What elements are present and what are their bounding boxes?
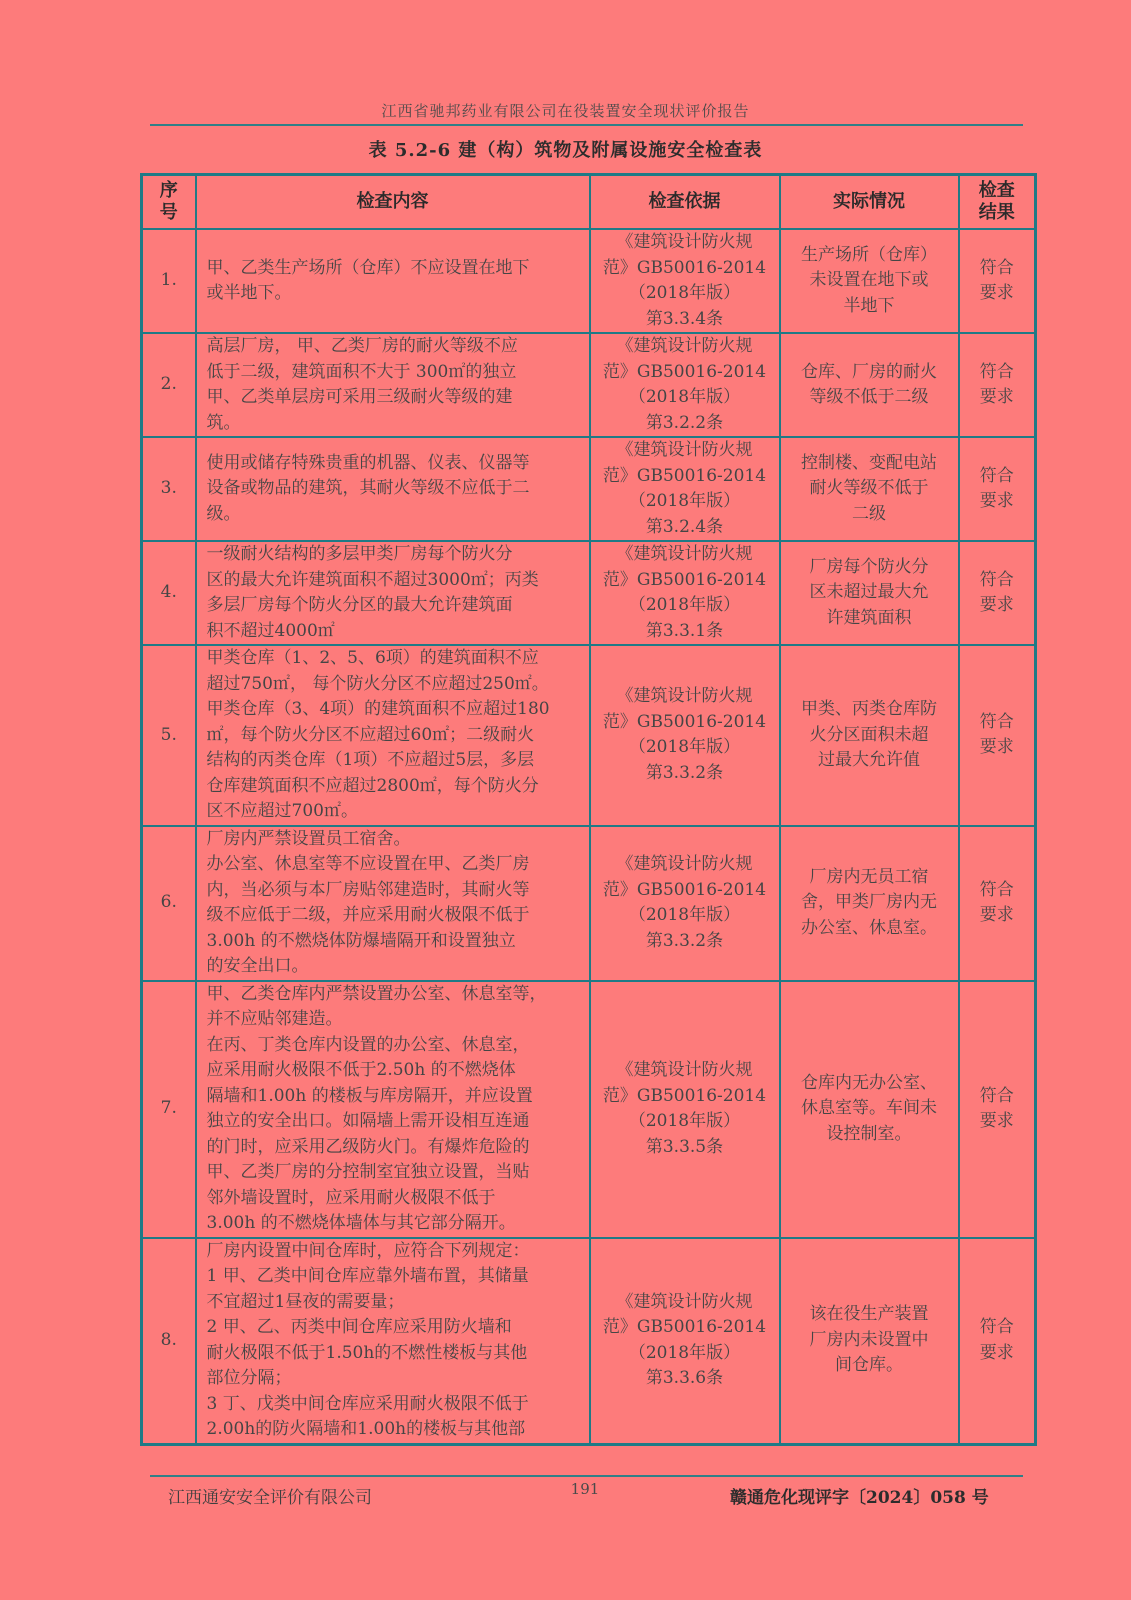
- table-row: [142, 826, 1036, 981]
- column-header-result: 检查 结果: [959, 175, 1036, 230]
- row-basis: 《建筑设计防火规 范》GB50016-2014 （2018年版） 第3.2.2条: [590, 333, 780, 437]
- table-row: [142, 333, 1036, 437]
- row-actual: 该在役生产装置 厂房内未设置中 间仓库。: [780, 1238, 959, 1445]
- row-content: 使用或储存特殊贵重的机器、仪表、仪器等 设备或物品的建筑，其耐火等级不应低于二 级。: [196, 437, 590, 541]
- row-content: 高层厂房， 甲、乙类厂房的耐火等级不应 低于二级，建筑面积不大于 300㎡的独立 甲、乙类单层房可采用三级耐火等级的建 筑。: [196, 333, 590, 437]
- footer-rule: [150, 1475, 1023, 1477]
- document-number: 赣通危化现评字〔2024〕058 号: [730, 1488, 989, 1508]
- row-basis: 《建筑设计防火规 范》GB50016-2014 （2018年版） 第3.3.2条: [590, 826, 780, 981]
- row-content: 甲类仓库（1、2、5、6项）的建筑面积不应 超过750㎡， 每个防火分区不应超过250㎡。 甲类仓库（3、4项）的建筑面积不应超过180 ㎡，每个防火分区不应超过60㎡；二级耐火 结构的丙类仓库（1项）不应超过5层，多层 仓库建筑面积不应超过2800㎡，每个防火分 区不应超过700㎡。: [196, 645, 590, 826]
- row-result: 符合 要求: [959, 541, 1036, 645]
- row-actual: 厂房内无员工宿 舍，甲类厂房内无 办公室、休息室。: [780, 826, 959, 981]
- row-result: 符合 要求: [959, 645, 1036, 826]
- row-result: 符合 要求: [959, 826, 1036, 981]
- column-header-actual: 实际情况: [780, 175, 959, 230]
- row-basis: 《建筑设计防火规 范》GB50016-2014 （2018年版） 第3.3.2条: [590, 645, 780, 826]
- row-result: 符合 要求: [959, 437, 1036, 541]
- row-actual: 生产场所（仓库） 未设置在地下或 半地下: [780, 229, 959, 333]
- row-seq: 7.: [142, 981, 196, 1238]
- row-actual: 仓库内无办公室、 休息室等。车间未 设控制室。: [780, 981, 959, 1238]
- row-content: 甲、乙类仓库内严禁设置办公室、休息室等， 并不应贴邻建造。 在丙、丁类仓库内设置的办公室、休息室， 应采用耐火极限不低于2.50h 的不燃烧体 隔墙和1.00h 的楼板与库房隔开，并应设置 独立的安全出口。如隔墙上需开设相互连通 的门时，应采用乙级防火门。有爆炸危险的 甲、乙类厂房的分控制室宜独立设置，当贴 邻外墙设置时，应采用耐火极限不低于 3.00h 的不燃烧体墙体与其它部分隔开。: [196, 981, 590, 1238]
- row-result: 符合 要求: [959, 1238, 1036, 1445]
- row-result: 符合 要求: [959, 229, 1036, 333]
- row-basis: 《建筑设计防火规 范》GB50016-2014 （2018年版） 第3.3.6条: [590, 1238, 780, 1445]
- table-row: [142, 437, 1036, 541]
- page-number: 191: [570, 1480, 600, 1498]
- row-seq: 5.: [142, 645, 196, 826]
- table-title: 表 5.2-6 建（构）筑物及附属设施安全检查表: [368, 140, 763, 161]
- table-row: [142, 229, 1036, 333]
- report-header-title: 江西省驰邦药业有限公司在役装置安全现状评价报告: [381, 102, 750, 120]
- row-content: 甲、乙类生产场所（仓库）不应设置在地下 或半地下。: [196, 229, 590, 333]
- safety-checklist-table: [140, 173, 1037, 1446]
- row-seq: 4.: [142, 541, 196, 645]
- table-row: [142, 981, 1036, 1238]
- table-header-row: [142, 175, 1036, 230]
- column-header-basis: 检查依据: [590, 175, 780, 230]
- row-seq: 6.: [142, 826, 196, 981]
- column-header-seq: 序 号: [142, 175, 196, 230]
- row-actual: 控制楼、变配电站 耐火等级不低于 二级: [780, 437, 959, 541]
- header-rule: [150, 124, 1023, 126]
- row-content: 一级耐火结构的多层甲类厂房每个防火分 区的最大允许建筑面积不超过3000㎡；丙类 多层厂房每个防火分区的最大允许建筑面 积不超过4000㎡: [196, 541, 590, 645]
- table-row: [142, 645, 1036, 826]
- row-basis: 《建筑设计防火规 范》GB50016-2014 （2018年版） 第3.3.1条: [590, 541, 780, 645]
- column-header-content: 检查内容: [196, 175, 590, 230]
- row-actual: 厂房每个防火分 区未超过最大允 许建筑面积: [780, 541, 959, 645]
- row-content: 厂房内严禁设置员工宿舍。 办公室、休息室等不应设置在甲、乙类厂房 内，当必须与本厂房贴邻建造时，其耐火等 级不应低于二级，并应采用耐火极限不低于 3.00h 的不燃烧体防爆墙隔开和设置独立 的安全出口。: [196, 826, 590, 981]
- row-result: 符合 要求: [959, 981, 1036, 1238]
- row-result: 符合 要求: [959, 333, 1036, 437]
- row-basis: 《建筑设计防火规 范》GB50016-2014 （2018年版） 第3.3.5条: [590, 981, 780, 1238]
- row-actual: 甲类、丙类仓库防 火分区面积未超 过最大允许值: [780, 645, 959, 826]
- row-basis: 《建筑设计防火规 范》GB50016-2014 （2018年版） 第3.2.4条: [590, 437, 780, 541]
- row-basis: 《建筑设计防火规 范》GB50016-2014 （2018年版） 第3.3.4条: [590, 229, 780, 333]
- row-seq: 2.: [142, 333, 196, 437]
- row-seq: 1.: [142, 229, 196, 333]
- table-row: [142, 1238, 1036, 1445]
- row-seq: 8.: [142, 1238, 196, 1445]
- table-row: [142, 541, 1036, 645]
- row-seq: 3.: [142, 437, 196, 541]
- footer-company: 江西通安安全评价有限公司: [168, 1488, 372, 1508]
- row-actual: 仓库、厂房的耐火 等级不低于二级: [780, 333, 959, 437]
- row-content: 厂房内设置中间仓库时，应符合下列规定： 1 甲、乙类中间仓库应靠外墙布置，其储量 不宜超过1昼夜的需要量； 2 甲、乙、丙类中间仓库应采用防火墙和 耐火极限不低于1.50h的不燃性楼板与其他 部位分隔； 3 丁、戊类中间仓库应采用耐火极限不低于 2.00h的防火隔墙和1.00h的楼板与其他部: [196, 1238, 590, 1445]
